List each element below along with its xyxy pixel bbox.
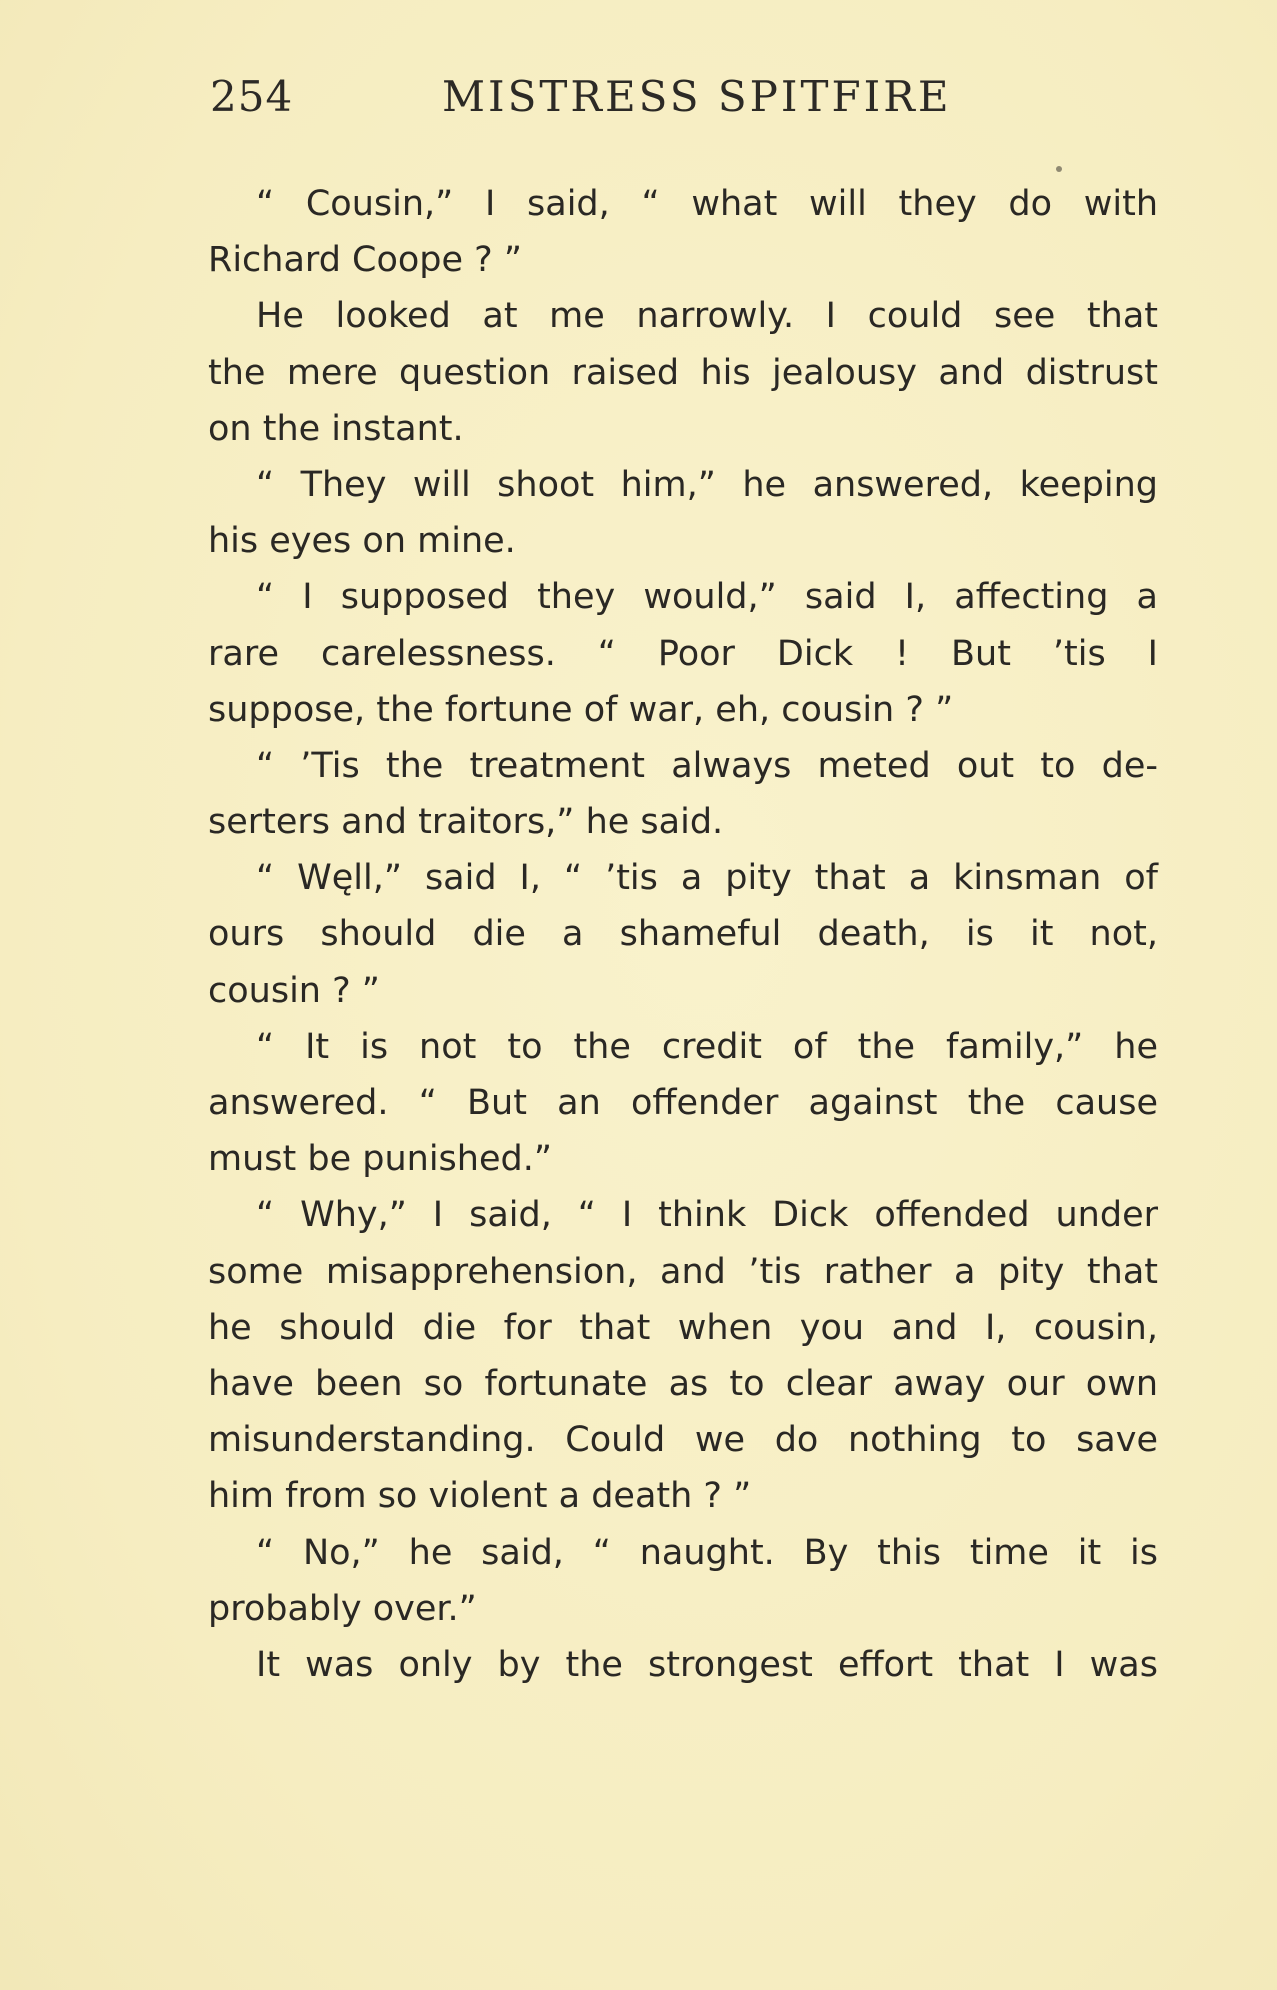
text-line: his eyes on mine.	[208, 521, 516, 562]
text-line: Richard Coope ? ”	[208, 240, 523, 281]
text-line: on the instant.	[208, 408, 464, 449]
text-line: “ I supposed they would,” said I, affecting a	[256, 577, 1158, 618]
text-line: “ It is not to the credit of the family,” he	[256, 1026, 1158, 1067]
text-line: some misapprehension, and ’tis rather a pity that	[208, 1251, 1158, 1292]
body-text	[208, 176, 1158, 1693]
text-line: he should die for that when you and I, cousin,	[208, 1307, 1158, 1348]
text-line: “ No,” he said, “ naught. By this time it is	[256, 1532, 1158, 1573]
text-line: serters and traitors,” he said.	[208, 802, 724, 843]
text-line: must be punished.”	[208, 1139, 552, 1180]
text-line: misunderstanding. Could we do nothing to save	[208, 1420, 1158, 1461]
text-line: “ Why,” I said, “ I think Dick offended under	[256, 1195, 1158, 1236]
text-line: cousin ? ”	[208, 970, 380, 1011]
text-line: He looked at me narrowly. I could see that	[256, 296, 1158, 337]
text-line: suppose, the fortune of war, eh, cousin ? ”	[208, 689, 954, 730]
page-header	[210, 72, 1160, 132]
text-line: probably over.”	[208, 1588, 477, 1629]
text-line: answered. “ But an offender against the cause	[208, 1083, 1158, 1123]
text-line: the mere question raised his jealousy and distrust	[208, 352, 1158, 393]
running-head: MISTRESS SPITFIRE	[442, 72, 952, 121]
text-line: It was only by the strongest effort that I was	[256, 1644, 1158, 1685]
text-line: him from so violent a death ? ”	[208, 1476, 752, 1517]
ink-speck	[1056, 166, 1062, 172]
text-line: ours should die a shameful death, is it not,	[208, 914, 1158, 955]
text-line: have been so fortunate as to clear away our own	[208, 1363, 1158, 1404]
text-line: “ ’Tis the treatment always meted out to de-	[256, 745, 1158, 786]
text-line: “ Węll,” said I, “ ’tis a pity that a kinsman of	[256, 858, 1158, 899]
text-line: rare carelessness. “ Poor Dick ! But ’tis I	[208, 633, 1158, 674]
page-number: 254	[210, 72, 294, 121]
text-line: “ Cousin,” I said, “ what will they do with	[256, 184, 1158, 224]
text-line: “ They will shoot him,” he answered, keeping	[256, 464, 1158, 505]
